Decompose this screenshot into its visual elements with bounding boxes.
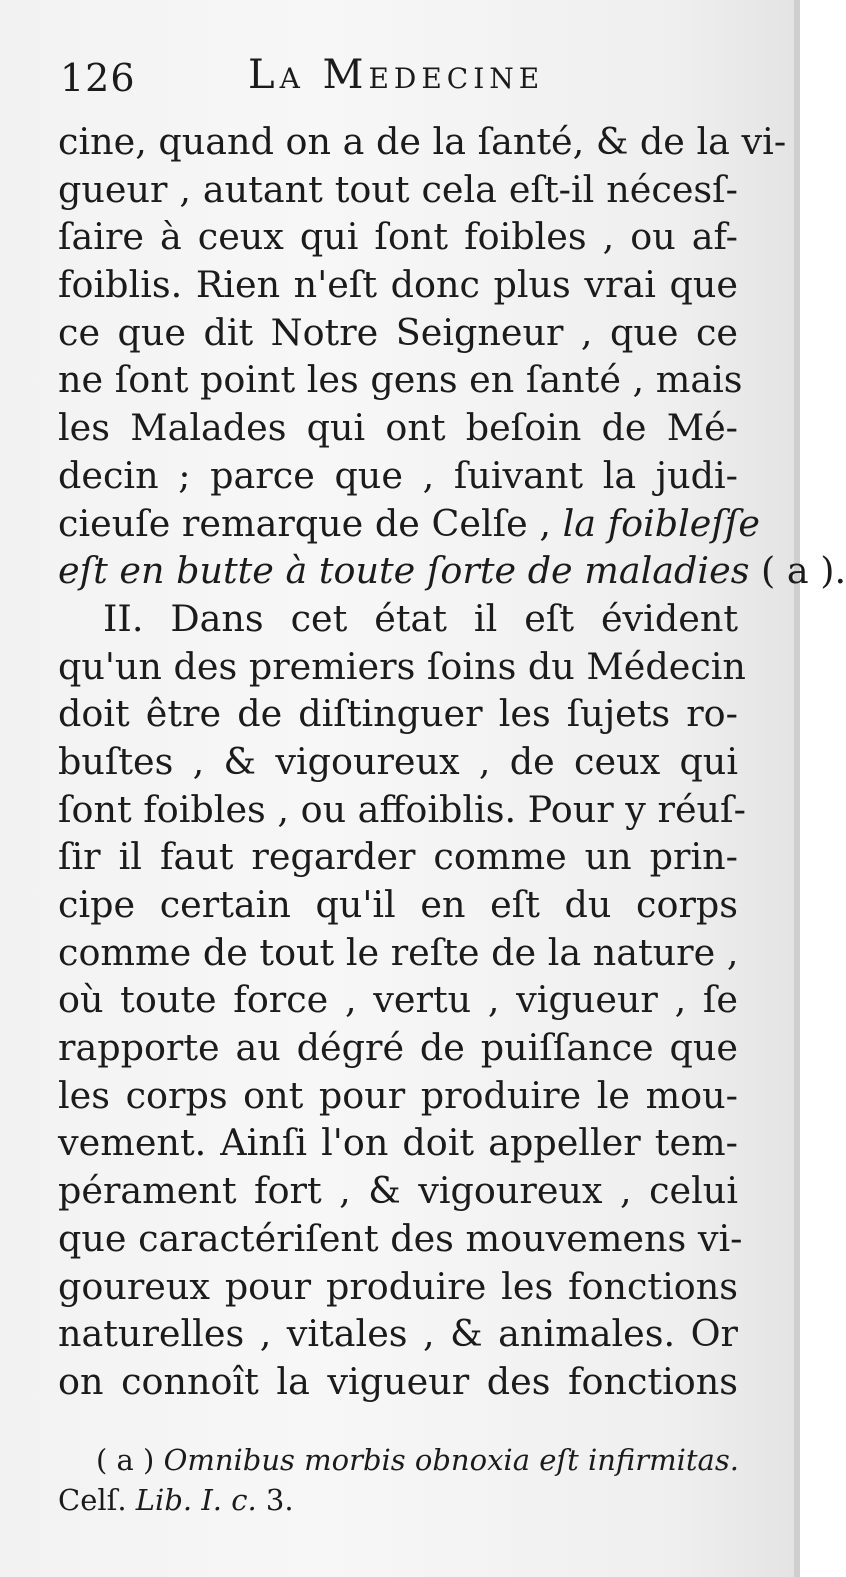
text-line: cine, quand on a de la ſanté, & de la vi- (58, 120, 787, 163)
text-line: ſont foibles , ou affoiblis. Pour y réuſ- (58, 787, 746, 831)
text-line: decin ; parce que , ſuivant la judi- (58, 453, 738, 497)
text-line: ſir il faut regarder comme un prin- (58, 835, 738, 879)
text-line: où toute force , vertu , vigueur , ſe (58, 978, 738, 1022)
page-header (60, 52, 740, 112)
text-line: naturelles , vitales , & animales. Or (58, 1312, 738, 1356)
italic-quote: la foibleſſe (562, 501, 761, 545)
footnote-marker: ( a ) (96, 1443, 155, 1477)
footnote-source-author: Celſ. (58, 1483, 127, 1517)
footnote-reference: ( a ). (761, 549, 846, 593)
text-line: pérament fort , & vigoureux , celui (58, 1169, 738, 1213)
text-line: rapporte au dégré de puiſſance que (58, 1026, 738, 1070)
text-line: gueur , autant tout cela eſt-il nécesſ- (58, 167, 738, 211)
text-line (58, 547, 846, 595)
text-line (58, 500, 761, 548)
running-title: La Medecine (248, 52, 545, 98)
text-line: vement. Ainſi l'on doit appeller tem- (58, 1121, 738, 1165)
text-line: que caractériſent des mouvemens vi- (58, 1216, 743, 1260)
text-line: goureux pour produire les fonctions (58, 1264, 738, 1308)
text-line: cipe certain qu'il en eſt du corps (58, 883, 738, 926)
text-line: buſtes , & vigoureux , de ceux qui (58, 739, 738, 783)
text-line: ce que dit Notre Seigneur , que ce (58, 310, 738, 354)
body-text (58, 118, 846, 1406)
text-line: on connoît la vigueur des fonctions (58, 1359, 738, 1403)
text-line: comme de tout le reſte de la nature , (58, 930, 739, 974)
text-segment: cieuſe remarque de Celſe , (58, 501, 551, 545)
text-line: foiblis. Rien n'eſt donc plus vrai que (58, 263, 738, 307)
italic-quote: eſt en butte à toute ſorte de maladies (58, 549, 750, 593)
text-line: les Malades qui ont beſoin de Mé- (58, 406, 738, 450)
footnote-source-chapter: 3. (265, 1483, 294, 1517)
text-line: qu'un des premiers ſoins du Médecin (58, 644, 746, 688)
paragraph-start-line: II. Dans cet état il eſt évident (103, 596, 738, 640)
footnote-source (58, 1480, 736, 1520)
footnote-quote: Omnibus morbis obnoxia eſt infirmitas. (163, 1443, 739, 1477)
text-line: ne ſont point les gens en ſanté , mais (58, 358, 743, 402)
footnote (58, 1440, 739, 1520)
footnote-line (96, 1440, 739, 1480)
text-line: les corps ont pour produire le mou- (58, 1073, 738, 1117)
text-line: ſaire à ceux qui ſont foibles , ou af- (58, 215, 738, 259)
footnote-source-book: Lib. I. c. (135, 1483, 257, 1517)
page-number: 126 (60, 56, 136, 100)
text-line: doit être de diſtinguer les ſujets ro- (58, 692, 738, 736)
